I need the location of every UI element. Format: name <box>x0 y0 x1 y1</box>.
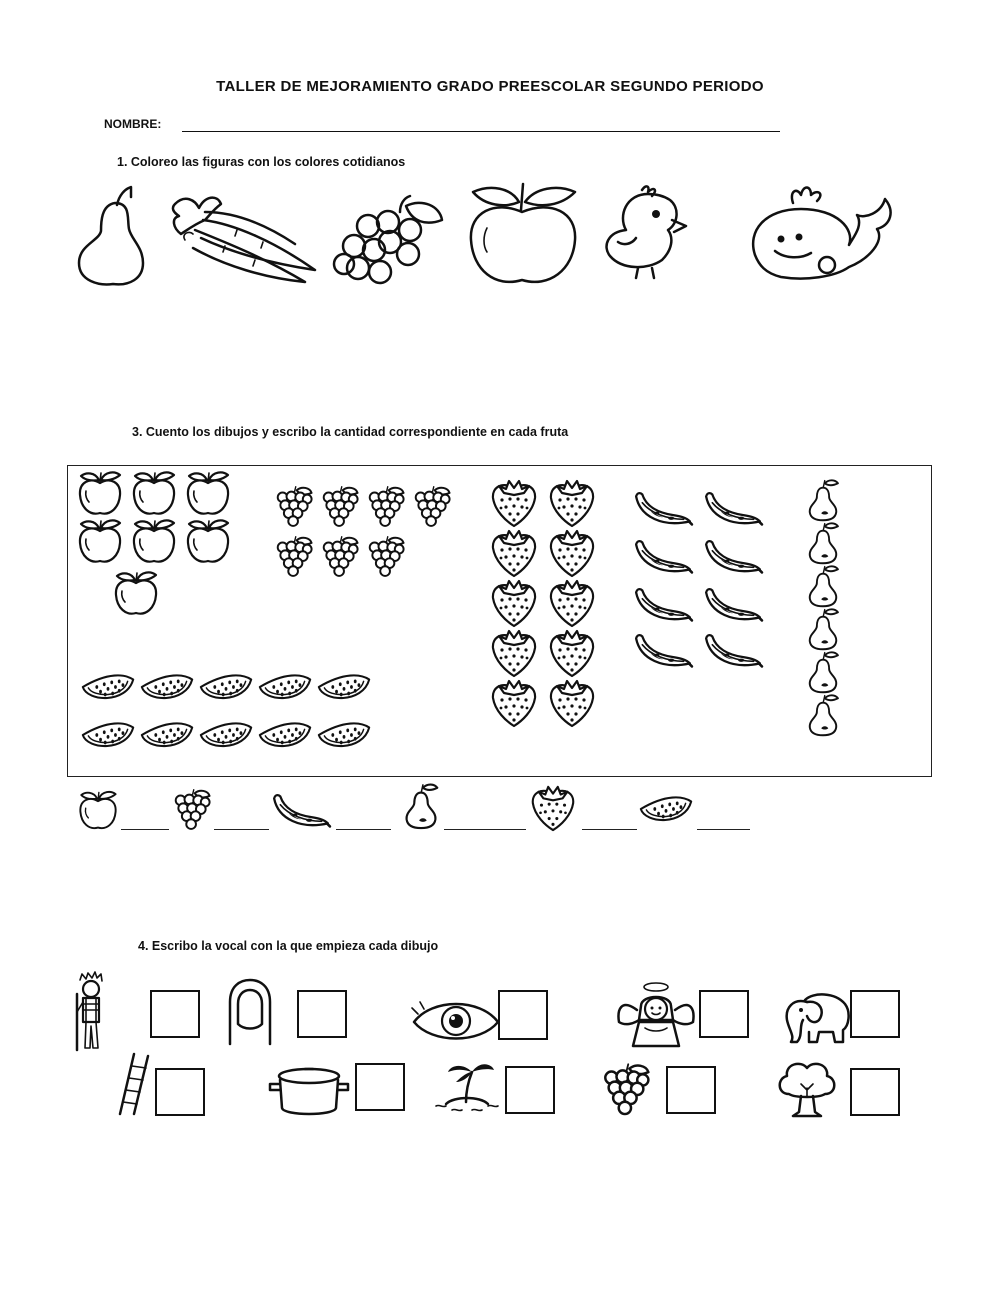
watermelon-icon <box>316 716 372 754</box>
grapes-icon <box>318 535 362 579</box>
apple-icon <box>183 468 233 518</box>
pear-icon <box>400 782 442 830</box>
banana-icon <box>270 792 332 834</box>
angel-vowel-box[interactable] <box>699 990 749 1038</box>
pear-icon <box>803 607 843 651</box>
grapes-icon[interactable] <box>334 196 442 283</box>
watermelon-icon <box>80 716 136 754</box>
pear-icon <box>803 478 843 522</box>
angel-icon[interactable] <box>615 980 697 1048</box>
apple-group <box>75 468 245 628</box>
pot-vowel-box[interactable] <box>355 1063 405 1111</box>
watermelon-group <box>80 668 380 763</box>
banana-answer-line[interactable] <box>336 829 391 830</box>
apple-icon <box>129 516 179 566</box>
indian-icon[interactable] <box>74 972 108 1054</box>
banana-icon <box>632 586 694 628</box>
watermelon-icon <box>139 668 195 706</box>
pear-icon <box>803 521 843 565</box>
apple-icon <box>183 516 233 566</box>
grapes-vowel-box[interactable] <box>666 1066 716 1114</box>
carrots-icon[interactable] <box>165 190 325 285</box>
watermelon-icon <box>257 668 313 706</box>
section1-instruction: 1. Coloreo las figuras con los colores cotidianos <box>117 155 406 169</box>
grapes-icon <box>272 535 316 579</box>
whale-icon[interactable] <box>745 185 900 290</box>
grapes-icon <box>170 788 214 832</box>
island-icon[interactable] <box>432 1058 500 1116</box>
apple-icon <box>75 468 125 518</box>
apple-icon <box>129 468 179 518</box>
section3-instruction: 3. Cuento los dibujos y escribo la cantidad correspondiente en cada fruta <box>132 425 569 439</box>
strawberry-icon <box>487 528 541 578</box>
strawberry-icon <box>487 478 541 528</box>
apple-icon <box>111 568 161 618</box>
grapes-icon <box>272 485 316 529</box>
strawberry-answer-line[interactable] <box>582 829 637 830</box>
tree-icon[interactable] <box>775 1058 839 1118</box>
island-vowel-box[interactable] <box>505 1066 555 1114</box>
fingernail-icon[interactable] <box>226 978 274 1046</box>
chick-icon[interactable] <box>598 180 693 280</box>
indian-vowel-box[interactable] <box>150 990 200 1038</box>
grapes-icon[interactable] <box>593 1062 659 1118</box>
strawberry-icon <box>545 478 599 528</box>
pear-icon <box>803 693 843 737</box>
banana-icon <box>632 632 694 674</box>
watermelon-icon <box>638 790 694 828</box>
ladder-vowel-box[interactable] <box>155 1068 205 1116</box>
strawberry-icon <box>527 784 579 832</box>
grapes-group <box>272 485 462 585</box>
strawberry-icon <box>487 578 541 628</box>
pot-icon[interactable] <box>268 1066 350 1118</box>
fingernail-vowel-box[interactable] <box>297 990 347 1038</box>
elephant-vowel-box[interactable] <box>850 990 900 1038</box>
watermelon-icon <box>198 716 254 754</box>
pear-icon <box>803 564 843 608</box>
grapes-icon <box>364 485 408 529</box>
grapes-icon <box>410 485 454 529</box>
apple-answer-line[interactable] <box>121 829 169 830</box>
eye-vowel-box[interactable] <box>498 990 548 1040</box>
grapes-answer-line[interactable] <box>214 829 269 830</box>
strawberry-icon <box>487 678 541 728</box>
banana-icon <box>702 632 764 674</box>
pear-icon[interactable] <box>75 183 155 288</box>
apple-icon <box>76 788 120 832</box>
watermelon-icon <box>80 668 136 706</box>
tree-vowel-box[interactable] <box>850 1068 900 1116</box>
watermelon-answer-line[interactable] <box>697 829 750 830</box>
strawberry-icon <box>545 628 599 678</box>
strawberry-group <box>487 478 607 743</box>
grapes-icon <box>318 485 362 529</box>
strawberry-icon <box>545 528 599 578</box>
banana-icon <box>632 538 694 580</box>
answer-row <box>0 780 1000 840</box>
elephant-icon[interactable] <box>783 990 853 1046</box>
ladder-icon[interactable] <box>112 1052 152 1116</box>
banana-icon <box>632 490 694 532</box>
watermelon-icon <box>257 716 313 754</box>
apple-icon <box>75 516 125 566</box>
worksheet-title: TALLER DE MEJORAMIENTO GRADO PREESCOLAR SEGUNDO PERIODO <box>216 78 764 95</box>
grapes-icon <box>364 535 408 579</box>
banana-group <box>632 490 782 685</box>
watermelon-icon <box>198 668 254 706</box>
banana-icon <box>702 586 764 628</box>
strawberry-icon <box>545 678 599 728</box>
strawberry-icon <box>487 628 541 678</box>
watermelon-icon <box>316 668 372 706</box>
watermelon-icon <box>139 716 195 754</box>
banana-icon <box>702 490 764 532</box>
pear-group <box>803 478 853 738</box>
name-label: NOMBRE: <box>104 117 162 131</box>
name-answer-line[interactable] <box>182 131 780 132</box>
strawberry-icon <box>545 578 599 628</box>
section4-instruction: 4. Escribo la vocal con la que empieza cada dibujo <box>138 939 439 953</box>
pear-answer-line[interactable] <box>444 829 526 830</box>
pear-icon <box>803 650 843 694</box>
apple-icon[interactable] <box>465 180 580 290</box>
eye-icon[interactable] <box>410 996 502 1046</box>
banana-icon <box>702 538 764 580</box>
